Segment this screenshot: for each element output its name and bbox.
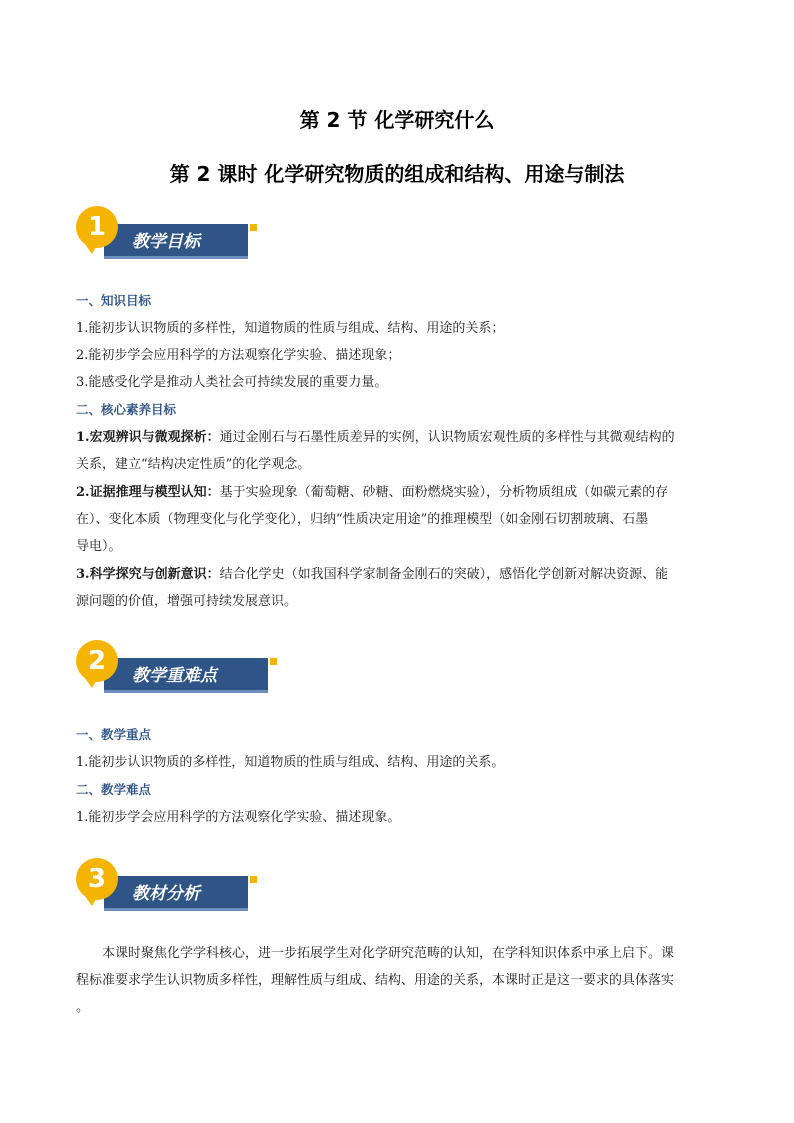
accent-square-icon [270,658,277,665]
accent-square-icon [250,224,257,231]
core-goal-text: 基于实验现象（葡萄糖、砂糖、面粉燃烧实验），分析物质组成（如碳元素的存 [219,485,669,500]
core-goal-term: 3.科学探究与创新意识： [76,567,220,582]
section-label: 教学重难点 [132,666,217,686]
analysis-line-2: 程标准要求学生认识物质多样性，理解性质与组成、结构、用途的关系，本课时正是这一要求的具体落实 [76,973,675,988]
section-number-badge: 2 [76,640,118,682]
key-points-heading: 一、教学重点 [76,727,152,742]
core-goal-3 [76,561,722,588]
document-title: 第 2 节 化学研究什么 [299,108,495,132]
section-number-badge: 1 [76,206,118,248]
analysis-line-3: 。 [76,1000,90,1015]
document-subtitle: 第 2 课时 化学研究物质的组成和结构、用途与制法 [169,162,625,186]
section-label: 教材分析 [132,884,200,904]
core-goals-heading: 二、核心素养目标 [76,402,177,417]
knowledge-goals-heading: 一、知识目标 [76,293,152,308]
difficult-points-heading: 二、教学难点 [76,782,152,797]
key-point-1: 1.能初步认识物质的多样性，知道物质的性质与组成、结构、用途的关系。 [76,755,505,770]
core-goal-2 [76,479,722,506]
analysis-line-1: 本课时聚焦化学学科核心，进一步拓展学生对化学研究范畴的认知，在学科知识体系中承上启下。课 [102,946,675,961]
core-goal-1 [76,424,722,451]
core-goal-1-cont: 关系，建立“结构决定性质”的化学观念。 [76,457,311,472]
core-goal-2-cont2: 导电）。 [76,539,122,554]
core-goal-term: 1.宏观辨识与微观探析： [76,430,220,445]
core-goal-text: 结合化学史（如我国科学家制备金刚石的突破），感悟化学创新对解决资源、能 [219,567,669,582]
section-label: 教学目标 [132,232,200,252]
core-goal-term: 2.证据推理与模型认知： [76,485,220,500]
core-goal-2-cont: 在）、变化本质（物理变化与化学变化），归纳“性质决定用途”的推理模型（如金刚石切割玻璃、石墨 [76,512,649,527]
section-badge-3 [76,858,276,922]
section-number-badge: 3 [76,858,118,900]
section-badge-2 [76,640,276,704]
core-goal-text: 通过金刚石与石墨性质差异的实例，认识物质宏观性质的多样性与其微观结构的 [219,430,675,445]
accent-square-icon [250,876,257,883]
difficult-point-1: 1.能初步学会应用科学的方法观察化学实验、描述现象。 [76,810,401,825]
knowledge-goal-3: 3.能感受化学是推动人类社会可持续发展的重要力量。 [76,375,388,390]
core-goal-3-cont: 源问题的价值，增强可持续发展意识。 [76,594,298,609]
knowledge-goal-1: 1.能初步认识物质的多样性，知道物质的性质与组成、结构、用途的关系； [76,321,505,336]
section-badge-1 [76,206,276,270]
knowledge-goal-2: 2.能初步学会应用科学的方法观察化学实验、描述现象； [76,348,401,363]
